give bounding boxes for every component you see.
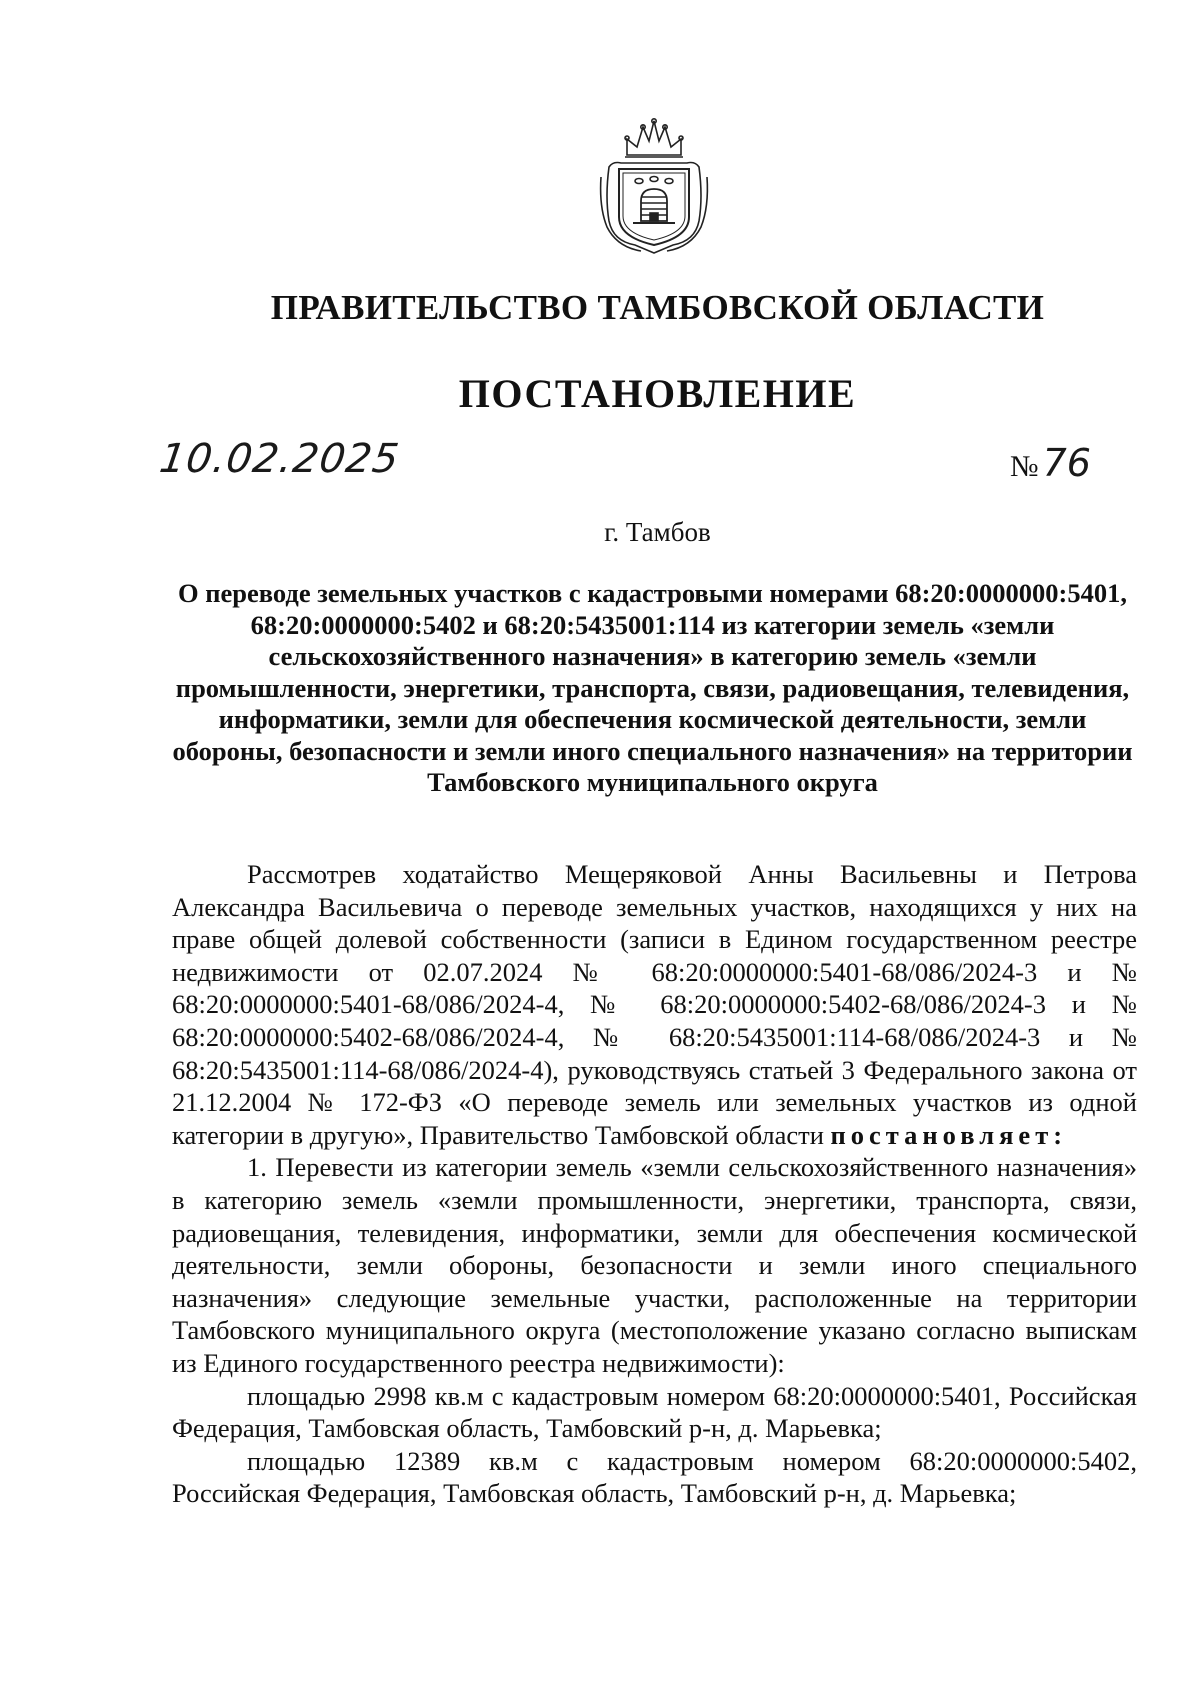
document-subject: О переводе земельных участков с кадастровыми номерами 68:20:0000000:5401, 68:20:0000000:5402 и 68:20:5435001:114 из категории земель «земли сельскохозяйственного назначения» в категорию земель «земли промышленности, энергетики, транспорта, связи, радиовещания, телевидения, информатики, земли для обеспечения космической деятельности, земли обороны, безопасности и земли иного специального назначения» на территории Тамбовского муниципального округа (172, 578, 1133, 797)
preamble-paragraph (172, 858, 1137, 1151)
resolves-word: постановляет (830, 1119, 1054, 1150)
government-title: ПРАВИТЕЛЬСТВО ТАМБОВСКОЙ ОБЛАСТИ (270, 288, 1045, 327)
document-type: ПОСТАНОВЛЕНИЕ (458, 371, 857, 416)
item-1-paragraph: 1. Перевести из категории земель «земли сельскохозяйственного назначения» в категорию земель «земли промышленности, энергетики, транспорта, связи, радиовещания, телевидения, информатики, земли для обеспечения космической деятельности, земли обороны, безопасности и земли иного специального назначения» следующие земельные участки, расположенные на территории Тамбовского муниципального округа (местоположение указано согласно выпискам из Единого государственного реестра недвижимости): (172, 1152, 1137, 1378)
preamble-text: Рассмотрев ходатайство Мещеряковой Анны Васильевны и Петрова Александра Васильевича о переводе земельных участков, находящихся у них на праве общей долевой собственности (записи в Едином государственном реестре недвижимости от 02.07.2024 № 68:20:0000000:5401-68/086/2024-3 и № 68:20:0000000:5401-68/086/2024-4, № 68:20:0000000:5402-68/086/2024-3 и № 68:20:0000000:5402-68/086/2024-4, № 68:20:5435001:114-68/086/2024-3 и № 68:20:5435001:114-68/086/2024-4), руководствуясь статьей 3 Федерального закона от 21.12.2004 № 172-ФЗ «О переводе земель или земельных участков из одной категории в другую», Правительство Тамбовской области (172, 859, 1137, 1150)
coat-of-arms-emblem (597, 117, 711, 257)
plot-2-paragraph: площадью 12389 кв.м с кадастровым номером 68:20:0000000:5402, Российская Федерация, Тамбовская область, Тамбовский р-н, д. Марьевка; (172, 1445, 1137, 1509)
document-number (1010, 441, 1091, 485)
document-body (172, 858, 1137, 1510)
plot-1-paragraph: площадью 2998 кв.м с кадастровым номером 68:20:0000000:5401, Российская Федерация, Тамбовская область, Тамбовский р-н, д. Марьевка; (172, 1380, 1137, 1444)
number-value: 76 (1042, 441, 1091, 485)
resolves-colon: : (1053, 1119, 1068, 1150)
city-name: г. Тамбов (604, 517, 711, 547)
number-label: № (1010, 450, 1039, 483)
document-date: 10.02.2025 (156, 436, 403, 482)
